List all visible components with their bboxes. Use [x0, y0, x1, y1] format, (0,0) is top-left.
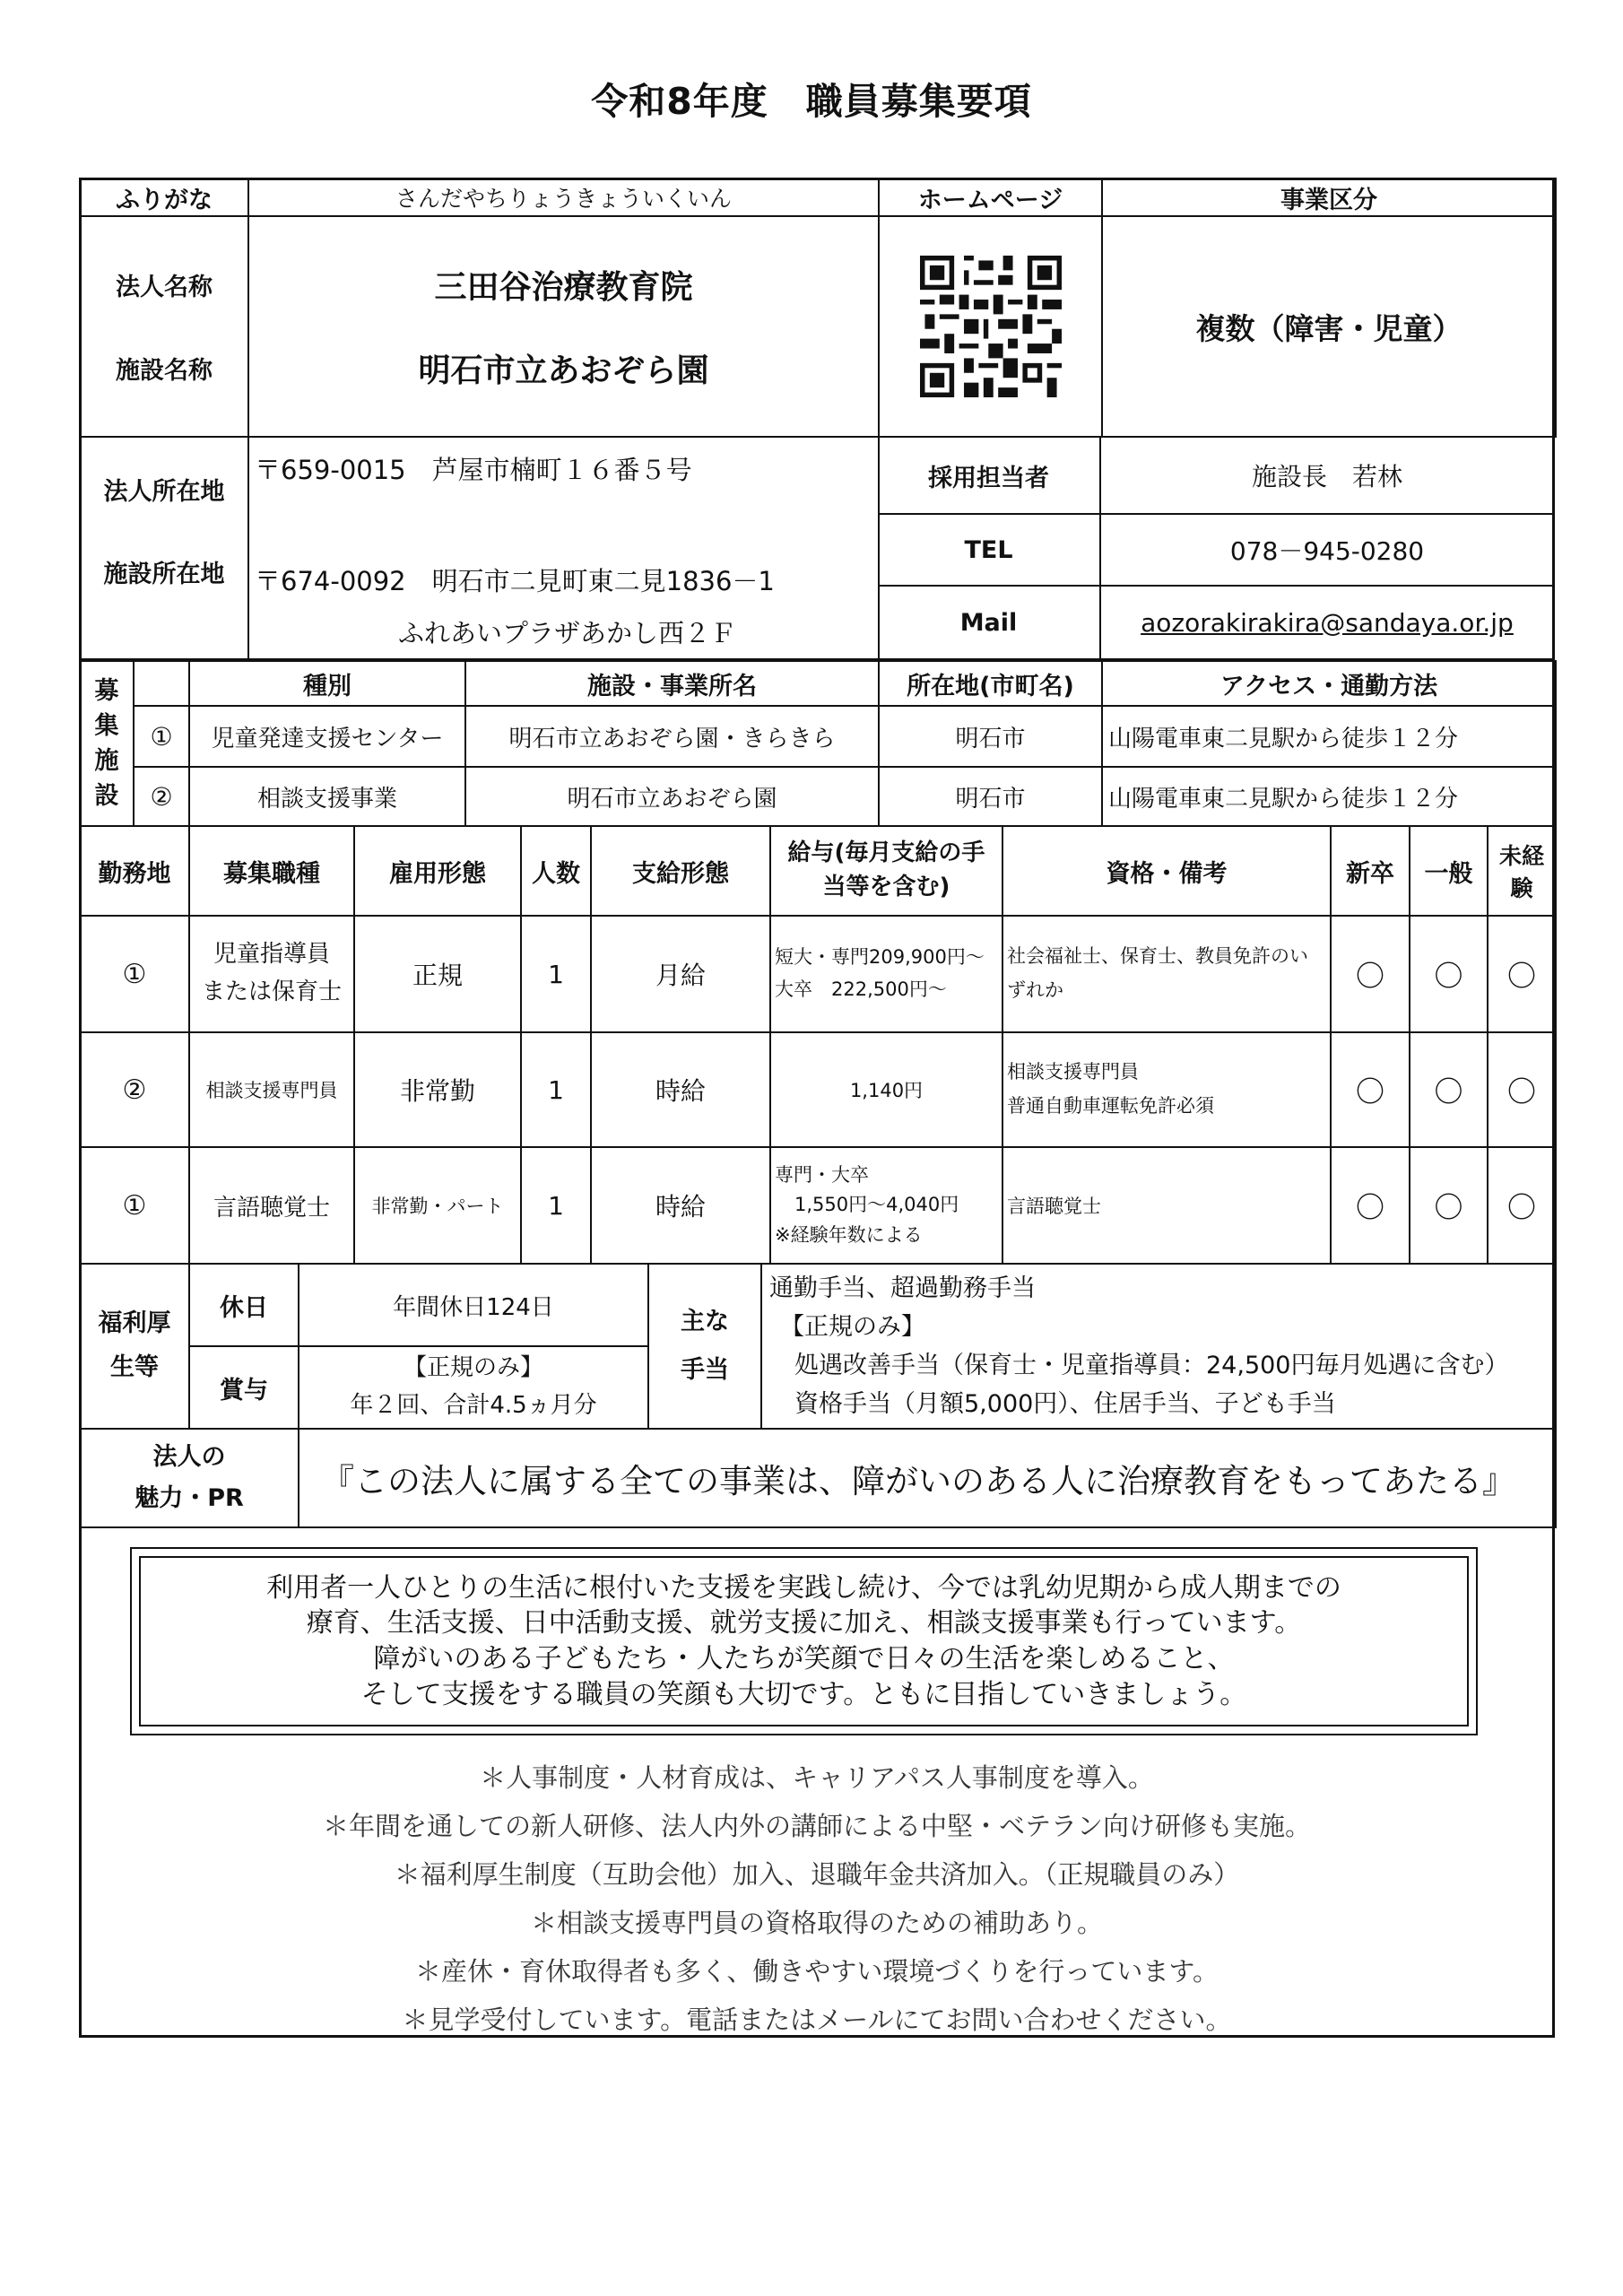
recruiter-label: 採用担当者	[878, 438, 1101, 513]
facilities-side-label: 募 集 施 設	[80, 661, 134, 826]
allowance-label: 主な 手当	[648, 1264, 761, 1429]
col-header-facility-name: 施設・事業所名	[465, 661, 879, 706]
col-header-new-grad: 新卒	[1331, 826, 1410, 916]
message-box-inner	[139, 1556, 1469, 1726]
note-item: ＊見学受付しています。電話またはメールにてお問い合わせください。	[402, 2005, 1232, 2035]
message-line: そして支援をする職員の笑顔も大切です。ともに目指していきましょう。	[360, 1678, 1247, 1710]
col-header-employment: 雇用形態	[354, 826, 521, 916]
contact-block	[878, 438, 1553, 658]
message-line: 利用者一人ひとりの生活に根付いた支援を実践し続け、今では乳幼児期から成人期までの	[266, 1571, 1341, 1604]
homepage-qr-cell[interactable]	[879, 216, 1102, 437]
address-values	[247, 438, 880, 658]
recruiter-value: 施設長 若林	[1251, 462, 1402, 491]
note-item: ＊福利厚生制度（互助会他）加入、退職年金共済加入。（正規職員のみ）	[394, 1859, 1240, 1890]
message-box	[130, 1547, 1478, 1735]
tel-value[interactable]: 078－945-0280	[1229, 536, 1425, 566]
furigana-value: さんだやちりょうきょういくいん	[248, 178, 879, 216]
welfare-label: 福利厚 生等	[80, 1264, 189, 1429]
col-header-workplace: 勤務地	[80, 826, 189, 916]
col-header-count: 人数	[521, 826, 591, 916]
facility-name: 明石市立あおぞら園	[418, 352, 709, 389]
job-row: ① 児童指導員 または保育士 正規 1 月給 短大・専門209,900円～ 大卒 222,500円～ 社会福祉士、保育士、教員免許のい ずれか 〇 〇 〇	[80, 916, 1556, 1032]
tel-row	[878, 515, 1553, 587]
name-values	[248, 216, 879, 437]
holiday-value: 年間休日124日	[299, 1264, 648, 1346]
pr-label: 法人の 魅力・PR	[80, 1429, 299, 1527]
facility-row: ① 児童発達支援センター 明石市立あおぞら園・きらきら 明石市 山陽電車東二見駅から徒歩１２分	[80, 706, 1556, 767]
pr-table	[79, 1428, 1557, 1528]
col-header-qualification: 資格・備考	[1002, 826, 1331, 916]
col-header-type: 種別	[189, 661, 465, 706]
job-row: ② 相談支援専門員 非常勤 1 時給 1,140円 相談支援専門員 普通自動車運転免許必須 〇 〇 〇	[80, 1032, 1556, 1147]
col-header-job: 募集職種	[189, 826, 354, 916]
page-title: 令和8年度 職員募集要項	[591, 80, 1032, 123]
mail-row	[878, 587, 1553, 658]
note-item: ＊年間を通しての新人研修、法人内外の講師による中堅・ベテラン向け研修も実施。	[322, 1811, 1311, 1841]
qr-code-icon[interactable]	[920, 256, 1062, 397]
address-section	[79, 436, 1555, 660]
jobs-table	[79, 825, 1557, 1265]
col-header-pay-type: 支給形態	[591, 826, 770, 916]
recruiter-row	[878, 438, 1553, 515]
col-header-inexperienced: 未経験	[1488, 826, 1556, 916]
facility-address-2: ふれあいプラザあかし西２Ｆ	[398, 618, 737, 648]
note-item: ＊人事制度・人材育成は、キャリアパス人事制度を導入。	[480, 1762, 1154, 1793]
tel-label: TEL	[878, 515, 1101, 585]
job-row: ① 言語聴覚士 非常勤・パート 1 時給 専門・大卒 1,550円～4,040円 ※経験年数による 言語聴覚士 〇 〇 〇	[80, 1147, 1556, 1264]
bonus-label: 賞与	[189, 1346, 299, 1429]
message-line: 障がいのある子どもたち・人たちが笑顔で日々の生活を楽しめること、	[373, 1643, 1235, 1674]
pr-text: 『この法人に属する全ての事業は、障がいのある人に治療教育をもってあたる』	[299, 1429, 1556, 1527]
holiday-label: 休日	[189, 1264, 299, 1346]
col-header-access: アクセス・通勤方法	[1102, 661, 1556, 706]
facilities-table	[79, 660, 1557, 827]
col-header-general: 一般	[1410, 826, 1488, 916]
category-label: 事業区分	[1102, 178, 1556, 216]
col-header-city: 所在地(市町名)	[879, 661, 1102, 706]
name-labels	[80, 216, 248, 437]
welfare-table	[79, 1263, 1557, 1430]
message-line: 療育、生活支援、日中活動支援、就労支援に加え、相談支援事業も行っています。	[306, 1607, 1302, 1639]
facility-name-label: 施設名称	[116, 357, 213, 385]
corp-address-label: 法人所在地	[103, 478, 225, 506]
notes-list	[79, 1753, 1555, 2044]
category-value: 複数（障害・児童）	[1102, 216, 1556, 437]
address-labels	[81, 438, 249, 658]
col-header-salary: 給与(毎月支給の手 当等を含む)	[770, 826, 1002, 916]
corp-address: 〒659-0015 芦屋市楠町１６番５号	[255, 455, 692, 485]
bonus-value: 【正規のみ】 年２回、合計4.5ヵ月分	[299, 1346, 648, 1429]
furigana-label: ふりがな	[80, 178, 248, 216]
corp-name: 三田谷治療教育院	[434, 269, 693, 306]
mail-label: Mail	[878, 587, 1101, 658]
info-table	[79, 178, 1557, 438]
note-item: ＊相談支援専門員の資格取得のための補助あり。	[530, 1908, 1103, 1938]
facility-address-1: 〒674-0092 明石市二見町東二見1836－1	[255, 566, 775, 596]
facility-row: ② 相談支援事業 明石市立あおぞら園 明石市 山陽電車東二見駅から徒歩１２分	[80, 767, 1556, 826]
mail-link[interactable]: aozorakirakira@sandaya.or.jp	[1141, 607, 1514, 638]
homepage-label: ホームページ	[879, 178, 1102, 216]
corp-name-label: 法人名称	[116, 274, 213, 301]
note-item: ＊産休・育休取得者も多く、働きやすい環境づくりを行っています。	[414, 1956, 1219, 1987]
facility-address-label: 施設所在地	[103, 561, 225, 588]
allowance-values: 通勤手当、超過勤務手当 【正規のみ】 処遇改善手当（保育士・児童指導員：24,500円毎月処遇に含む） 資格手当（月額5,000円）、住居手当、子ども手当	[761, 1264, 1556, 1429]
